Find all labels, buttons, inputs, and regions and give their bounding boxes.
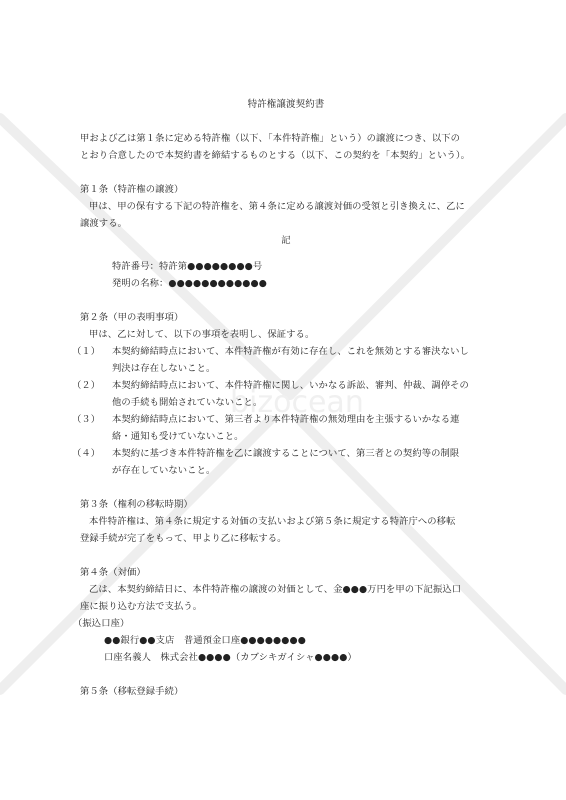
- bank-account: ●●銀行●●支店 普通預金口座●●●●●●●●: [104, 635, 306, 646]
- article-4: [73, 564, 492, 666]
- contract-body: [72, 96, 492, 700]
- list-number: （１）: [72, 346, 101, 357]
- list-item: [72, 343, 492, 377]
- article-text: 座に振り込む方法で支払う。: [80, 601, 203, 612]
- invention-name: 発明の名称：●●●●●●●●●●●●: [112, 278, 267, 289]
- list-item: [72, 377, 492, 411]
- list-item: [72, 411, 492, 445]
- account-label: （振込口座）: [73, 618, 130, 629]
- list-text: 本契約に基づき本件特許権を乙に譲渡することについて、第三者との契約等の制限: [112, 448, 460, 459]
- list-text: 本契約締結時点において、本件特許権に関し、いかなる訴訟、審判、仲裁、調停その: [112, 380, 469, 391]
- patent-number: 特許番号：特許第●●●●●●●●号: [112, 261, 263, 272]
- list-number: （３）: [72, 414, 101, 425]
- document-title: 特許権譲渡契約書: [247, 99, 325, 110]
- preamble-line: 甲および乙は第１条に定める特許権（以下、「本件特許権」という）の譲渡につき、以下の: [80, 133, 461, 144]
- list-text: 判決は存在しないこと。: [112, 363, 216, 374]
- list-text: 絡・通知も受けていないこと。: [112, 431, 244, 442]
- ki-label: 記: [281, 235, 291, 246]
- list-text: 他の手続も開始されていないこと。: [112, 397, 263, 408]
- list-text: 本契約締結時点において、本件特許権が有効に存在し、これを無効とする審決ないし: [112, 346, 469, 357]
- article-text: 登録手続が完了をもって、甲より乙に移転する。: [80, 533, 287, 544]
- list-text: 本契約締結時点において、第三者より本件特許権の無効理由を主張するいかなる連: [112, 414, 460, 425]
- article-3: [80, 496, 492, 547]
- list-number: （２）: [72, 380, 101, 391]
- article-heading: 第２条（甲の表明事項）: [80, 312, 184, 323]
- article-text: 甲は、乙に対して、以下の事項を表明し、保証する。: [89, 329, 315, 340]
- list-number: （４）: [72, 448, 101, 459]
- preamble: [80, 130, 492, 164]
- article-text: 譲渡する。: [80, 218, 127, 229]
- article-heading: 第１条（特許権の譲渡）: [80, 184, 184, 195]
- list-item: [72, 445, 492, 479]
- watermark-logo: bizocean: [230, 385, 364, 420]
- article-heading: 第３条（権利の移転時期）: [80, 499, 193, 510]
- article-1: [80, 181, 492, 292]
- article-text: 本件特許権は、第４条に規定する対価の支払いおよび第５条に規定する特許庁への移転: [89, 516, 456, 527]
- article-text: 甲は、甲の保有する下記の特許権を、第４条に定める譲渡対価の受領と引き換えに、乙に: [89, 201, 465, 212]
- article-text: 乙は、本契約締結日に、本件特許権の譲渡の対価として、金●●●万円を甲の下記振込口: [89, 584, 462, 595]
- article-2: [72, 309, 492, 479]
- article-heading: 第４条（対価）: [80, 567, 146, 578]
- article-heading: 第５条（移転登録手続）: [80, 686, 184, 697]
- preamble-line: とおり合意したので本契約書を締結するものとする（以下、この契約を「本契約」という）。: [80, 150, 471, 161]
- article-5: [80, 683, 492, 700]
- list-text: が存在していないこと。: [112, 465, 216, 476]
- account-holder: 口座名義人 株式会社●●●●（カブシキガイシャ●●●●）: [104, 652, 357, 663]
